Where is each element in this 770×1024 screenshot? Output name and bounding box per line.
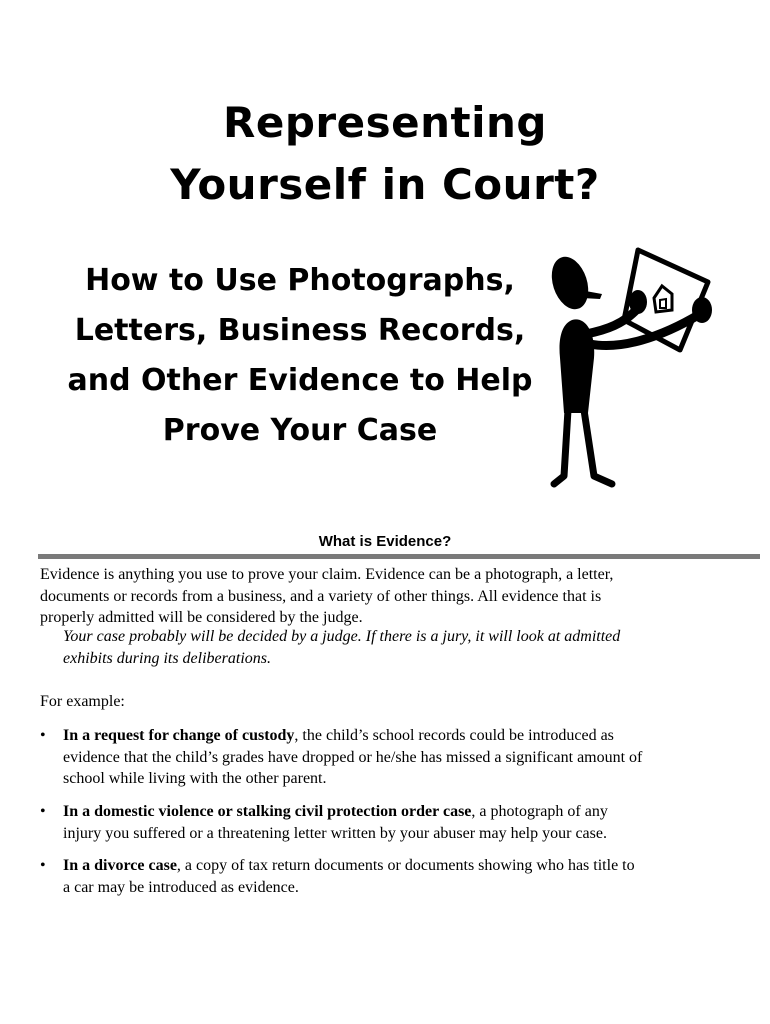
page-title-line-2: Yourself in Court? — [170, 160, 600, 209]
bullet-text: , the child’s school records could be introduced as — [294, 727, 614, 744]
paragraph-line: documents or records from a business, and a variety of other things. All evidence that is — [40, 587, 602, 605]
bullet-dot: • — [40, 857, 46, 874]
bullet-bold-text: In a request for change of custody — [63, 727, 295, 744]
bullet-bold-text: In a divorce case — [63, 857, 177, 874]
bullet-text: school while living with the other parent. — [63, 770, 327, 787]
evidence-definition-paragraph — [40, 564, 740, 629]
paragraph-line: Evidence is anything you use to prove your claim. Evidence can be a photograph, a letter, — [40, 566, 614, 583]
subtitle-line-4: Prove Your Case — [162, 413, 438, 448]
note-line: exhibits during its deliberations. — [63, 649, 271, 667]
subtitle-line-3: and Other Evidence to Help — [67, 363, 533, 398]
section-divider — [38, 554, 760, 559]
bullet-text: , a copy of tax return documents or documents showing who has title to — [176, 857, 635, 874]
jury-note — [63, 626, 743, 669]
subtitle-line-1: How to Use Photographs, — [85, 263, 515, 298]
page-title-line-1: Representing — [223, 98, 547, 147]
paragraph-line: properly admitted will be considered by the judge. — [40, 609, 363, 626]
bullet-bold-text: In a domestic violence or stalking civil protection order case — [63, 803, 472, 820]
bullet-text: evidence that the child’s grades have dropped or he/she has missed a significant amount of — [63, 748, 643, 766]
bullet-text: a car may be introduced as evidence. — [63, 878, 299, 896]
for-example-label: For example: — [40, 693, 125, 710]
bullet-text: , a photograph of any — [471, 803, 608, 820]
subtitle-line-2: Letters, Business Records, — [74, 313, 526, 348]
bullet-text: injury you suffered or a threatening letter written by your abuser may help your case. — [63, 824, 607, 842]
note-line: Your case probably will be decided by a judge. If there is a jury, it will look at admitted — [63, 628, 621, 645]
bullet-dot: • — [40, 727, 46, 744]
bullet-dot: • — [40, 803, 46, 820]
section-heading: What is Evidence? — [318, 533, 452, 550]
person-holding-photo-icon — [540, 238, 720, 498]
